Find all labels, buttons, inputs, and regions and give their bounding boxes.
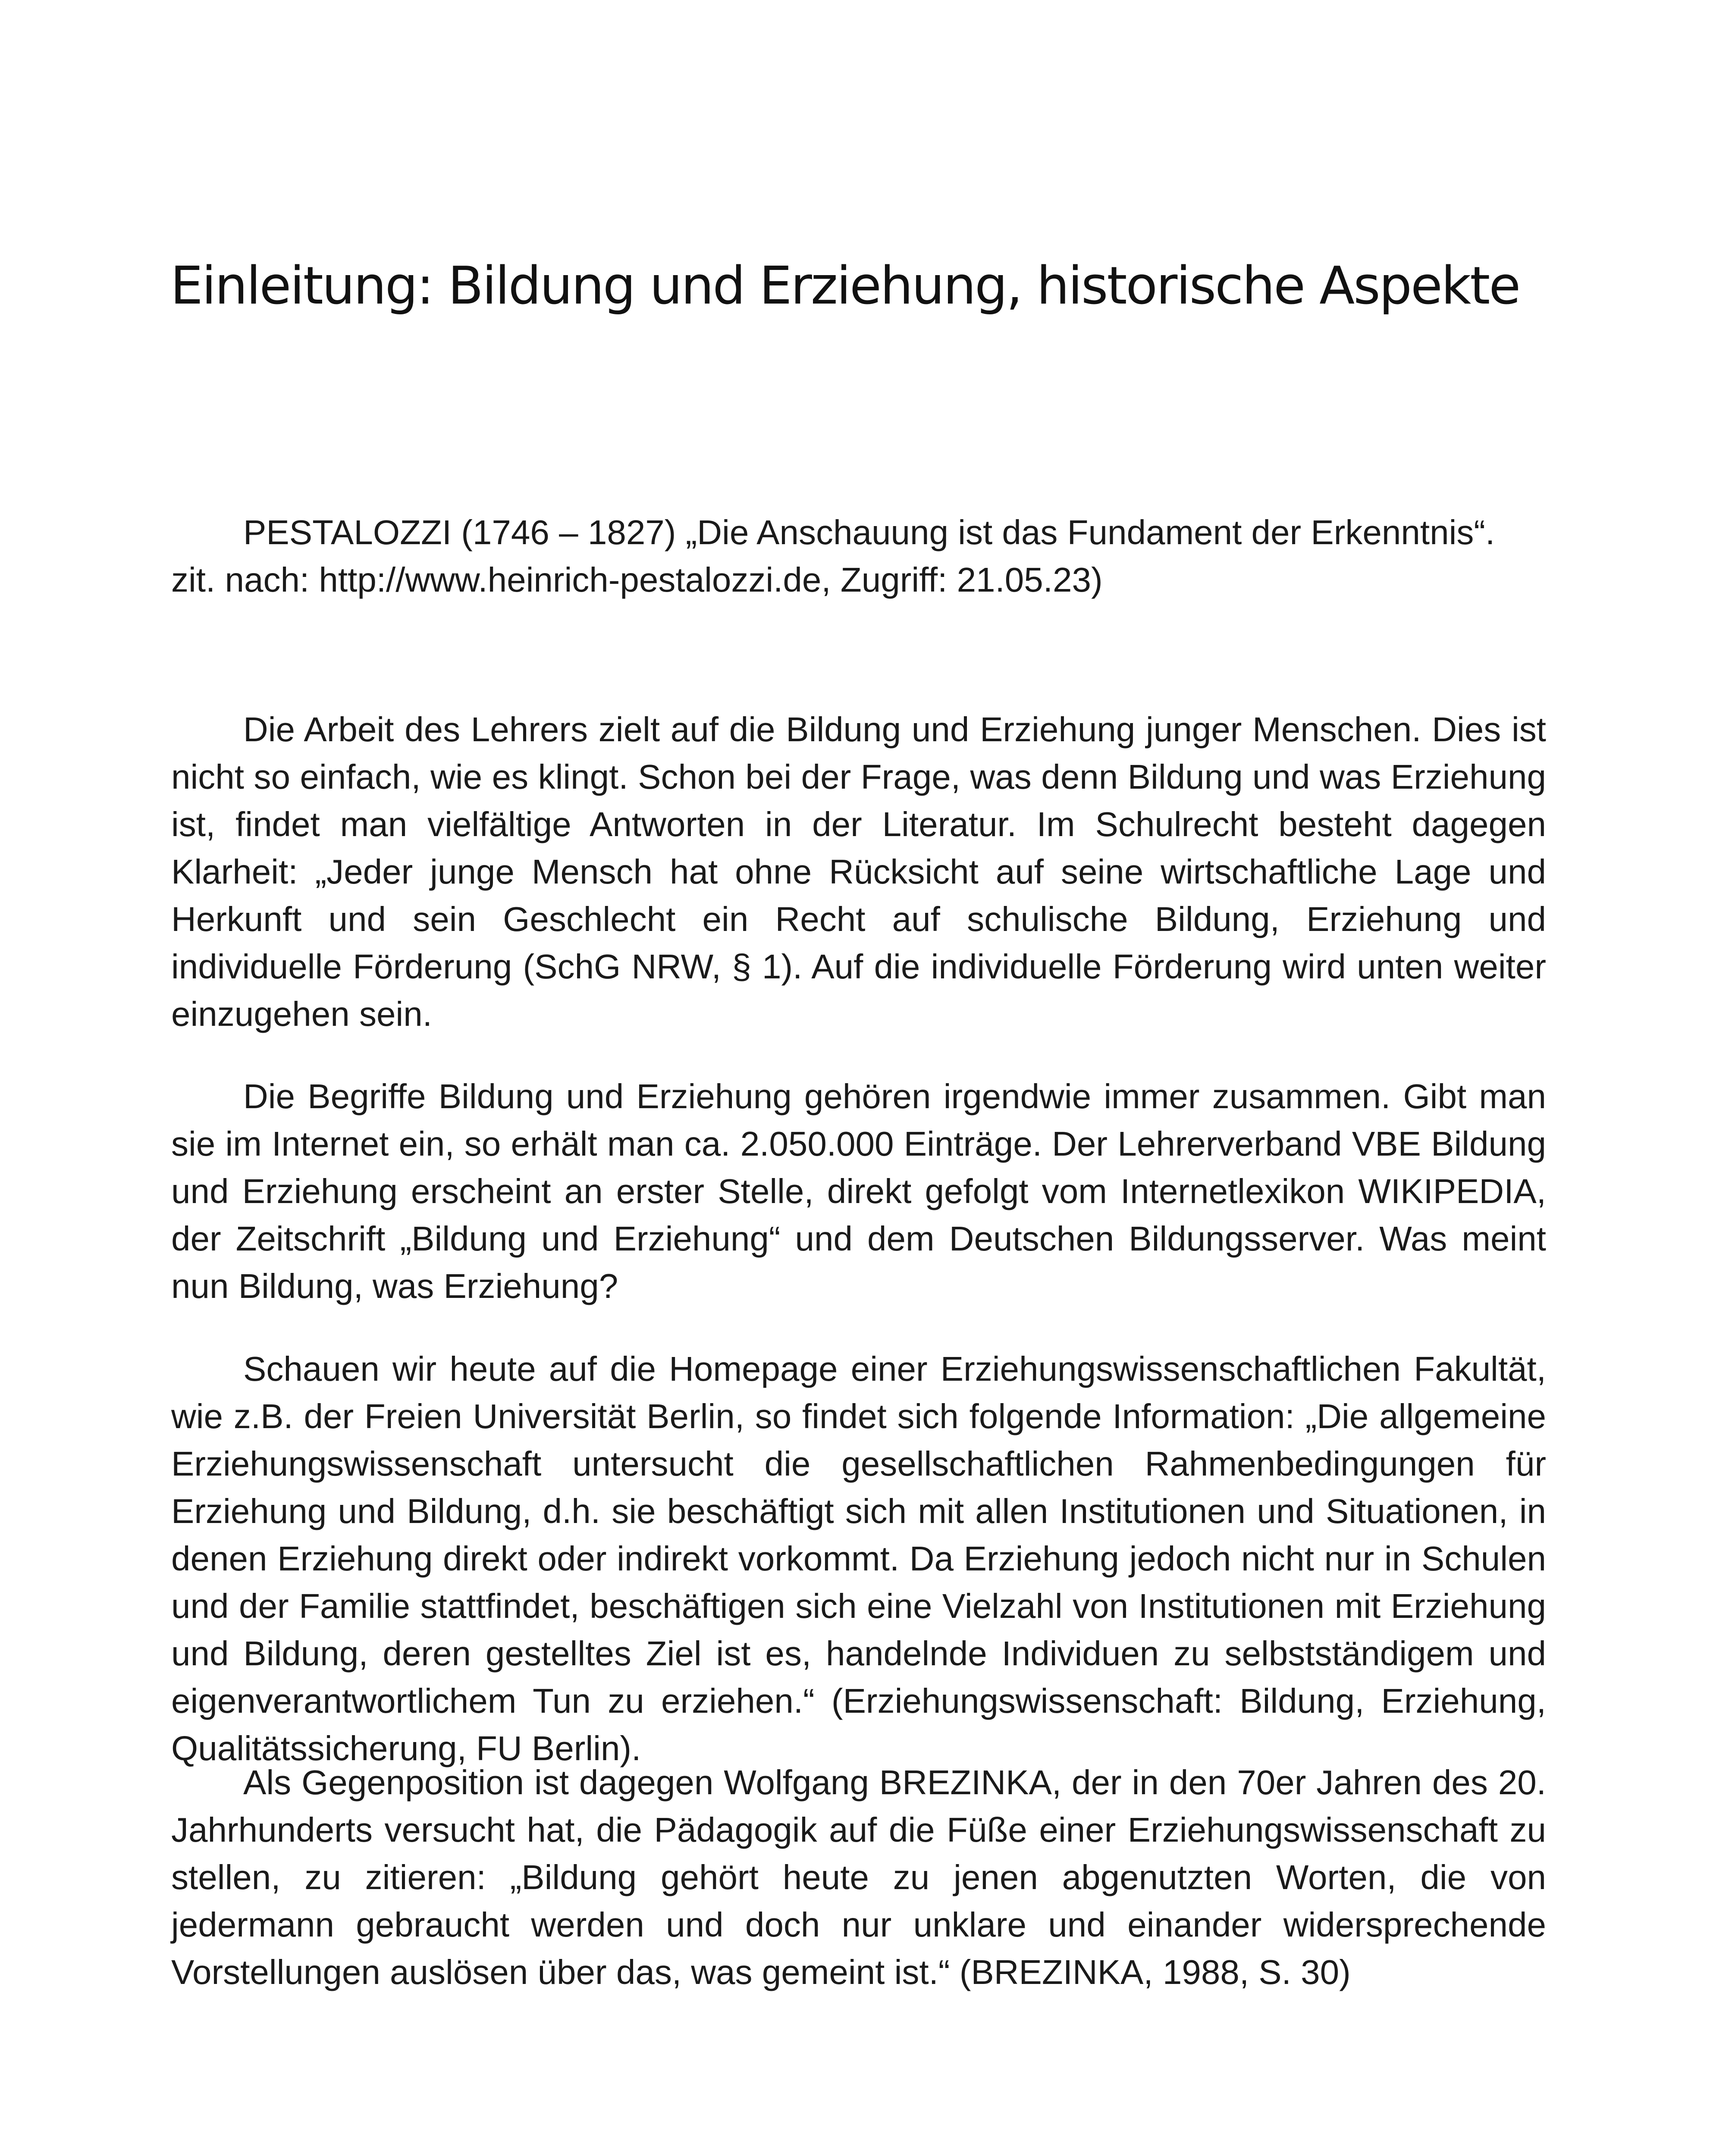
body-paragraph-brezinka: Als Gegenposition ist dagegen Wolfgang BREZINKA, der in den 70er Jahren des 20. Jahrhunderts versucht hat, die Pädagogik auf die Füße einer Erziehungswissenschaft zu stellen, zu zitieren: „Bildung gehört heute zu jenen abgenutzten Worten, die von jedermann gebraucht werden und doch nur unklare und einander widersprechende Vorstellungen auslösen über das, was gemeint ist.“ (BREZINKA, 1988, S. 30) [171, 1763, 1546, 1991]
body-paragraph-fu-berlin: Schauen wir heute auf die Homepage einer Erziehungswissenschaftlichen Fakultät, wie z.B. der Freien Universität Berlin, so findet sich folgende Information: „Die allgemeine Erziehungswissenschaft untersucht die gesellschaftlichen Rahmenbedingungen für Erziehung und Bildung, d.h. sie beschäftigt sich mit allen Institutionen und Situationen, in denen Erziehung direkt oder indirekt vorkommt. Da Erziehung jedoch nicht nur in Schulen und der Familie stattfindet, beschäftigen sich eine Vielzahl von Institutionen mit Erziehung und Bildung, deren gestelltes Ziel ist es, handelnde Individuen zu selbstständigem und eigenverantwortlichem Tun zu erziehen.“ (Erziehungswissenschaft: Bildung, Erziehung, Qualitätssicherung, FU Berlin). [171, 1350, 1546, 1767]
epigraph-quote: PESTALOZZI (1746 – 1827) „Die Anschauung ist das Fundament der Erkenntnis“. zit. nach: http://www.heinrich-pestalozzi.de, Zugriff: 21.05.23) [171, 513, 1495, 599]
body-paragraph-internet-search: Die Begriffe Bildung und Erziehung gehören irgendwie immer zusammen. Gibt man sie im Internet ein, so erhält man ca. 2.050.000 Einträge. Der Lehrerverband VBE Bildung und Erziehung erscheint an erster Stelle, direkt gefolgt vom Internetlexikon WIKIPEDIA, der Zeitschrift „Bildung und Erziehung“ und dem Deutschen Bildungsserver. Was meint nun Bildung, was Erziehung? [171, 1077, 1546, 1305]
chapter-title: Einleitung: Bildung und Erziehung, historische Aspekte [170, 256, 1520, 316]
body-paragraph-teacher-work: Die Arbeit des Lehrers zielt auf die Bildung und Erziehung junger Menschen. Dies ist nicht so einfach, wie es klingt. Schon bei der Frage, was denn Bildung und was Erziehung ist, findet man vielfältige Antworten in der Literatur. Im Schulrecht besteht dagegen Klarheit: „Jeder junge Mensch hat ohne Rücksicht auf seine wirtschaftliche Lage und Herkunft und sein Geschlecht ein Recht auf schulische Bildung, Erziehung und individuelle Förderung (SchG NRW, § 1). Auf die individuelle Förderung wird unten weiter einzugehen sein. [171, 710, 1546, 1033]
